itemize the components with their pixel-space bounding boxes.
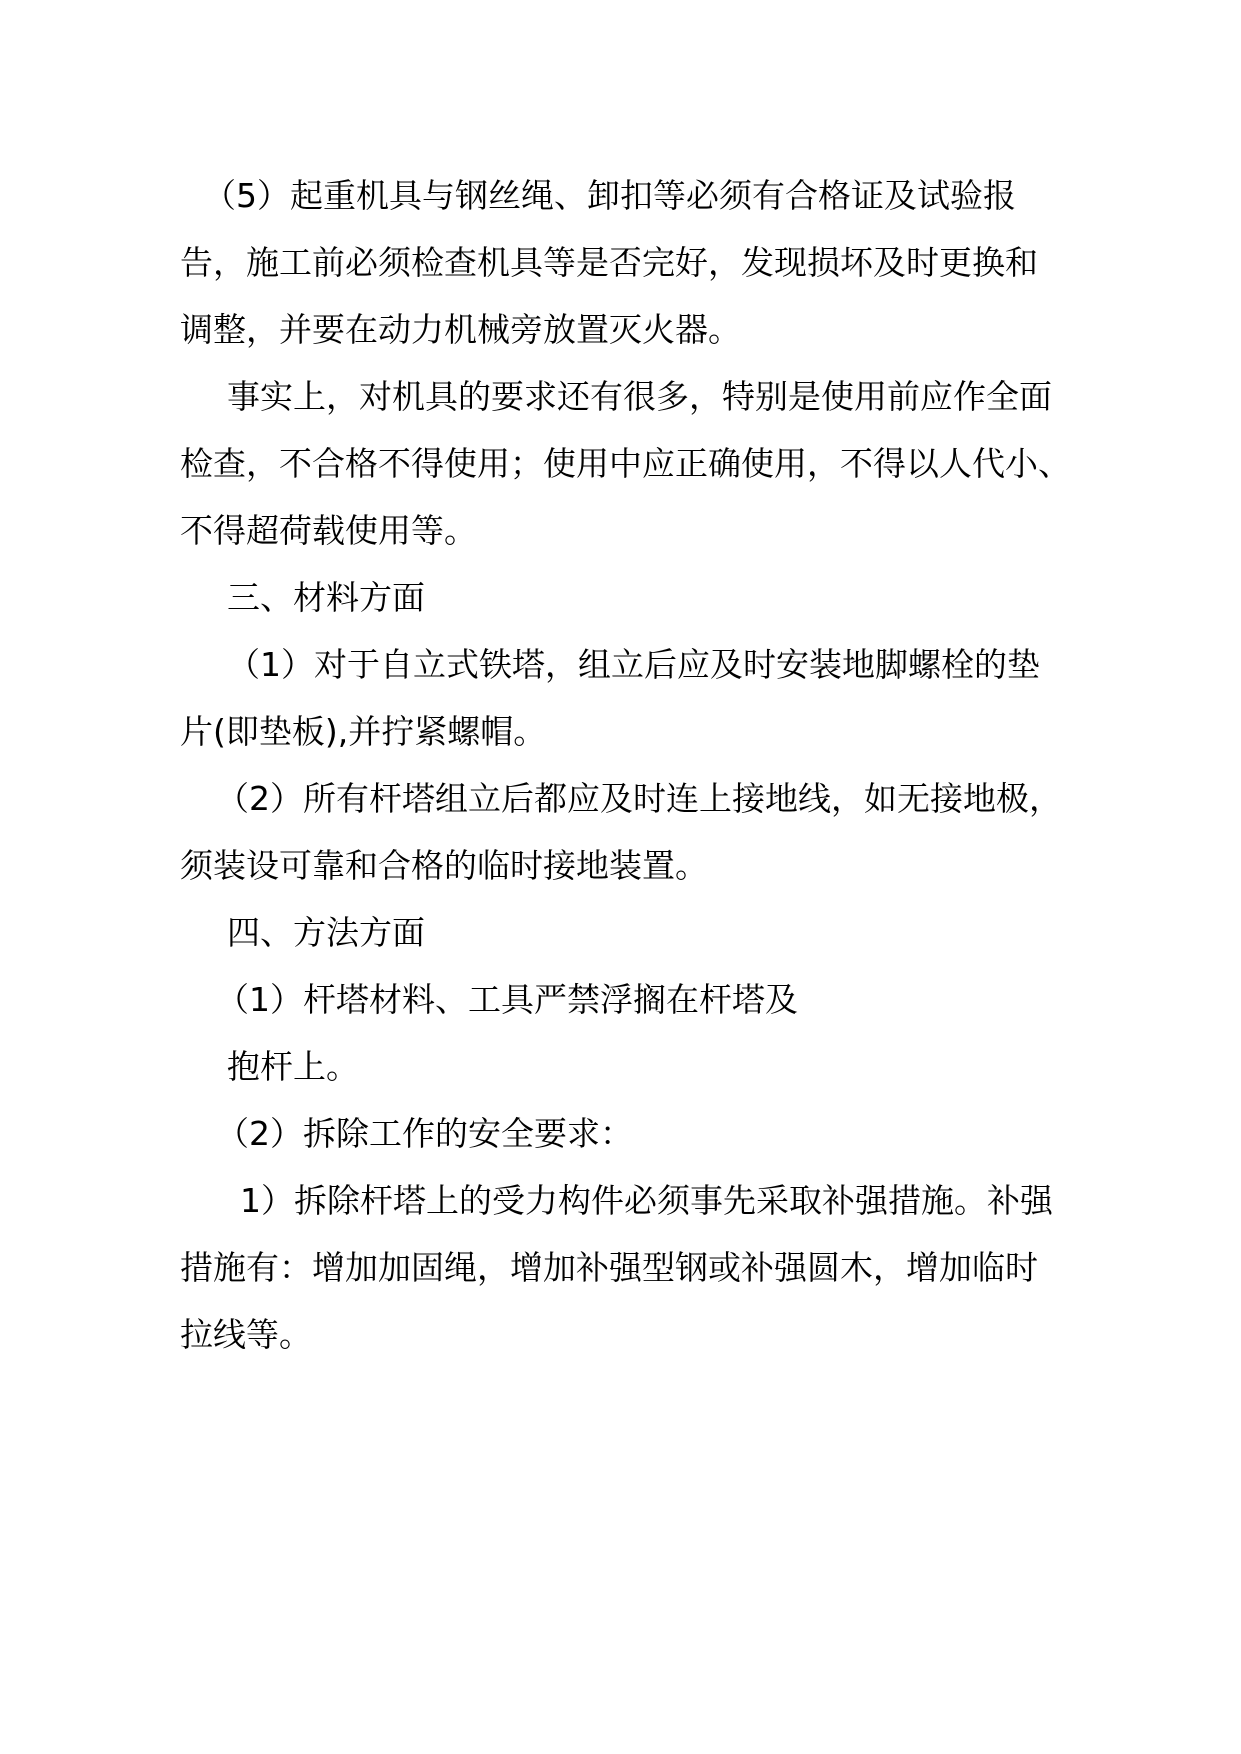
text-line: 片(即垫板),并拧紧螺帽。 <box>180 712 547 751</box>
text-line: 拉线等。 <box>180 1315 312 1354</box>
text-line: 调整，并要在动力机械旁放置灭火器。 <box>180 310 741 349</box>
text-line: （5）起重机具与钢丝绳、卸扣等必须有合格证及试验报 <box>203 176 1016 215</box>
text-line: 须装设可靠和合格的临时接地装置。 <box>180 846 708 885</box>
text-line: 检查，不合格不得使用；使用中应正确使用，不得以人代小、 <box>180 444 1071 483</box>
text-line: 告，施工前必须检查机具等是否完好，发现损坏及时更换和 <box>180 243 1038 282</box>
text-line: 1）拆除杆塔上的受力构件必须事先采取补强措施。补强 <box>240 1181 1053 1220</box>
section-heading: 三、材料方面 <box>227 578 425 617</box>
text-line: （1）杆塔材料、工具严禁浮搁在杆塔及 <box>216 980 798 1019</box>
text-line: 抱杆上。 <box>227 1047 359 1086</box>
text-line: 不得超荷载使用等。 <box>180 511 477 550</box>
text-line: （2）拆除工作的安全要求： <box>216 1114 633 1153</box>
text-line: （1）对于自立式铁塔，组立后应及时安装地脚螺栓的垫 <box>227 645 1040 684</box>
text-line: 措施有：增加加固绳，增加补强型钢或补强圆木，增加临时 <box>180 1248 1038 1287</box>
text-line: （2）所有杆塔组立后都应及时连上接地线，如无接地极， <box>216 779 1062 818</box>
section-heading: 四、方法方面 <box>227 913 425 952</box>
text-line: 事实上，对机具的要求还有很多，特别是使用前应作全面 <box>227 377 1052 416</box>
